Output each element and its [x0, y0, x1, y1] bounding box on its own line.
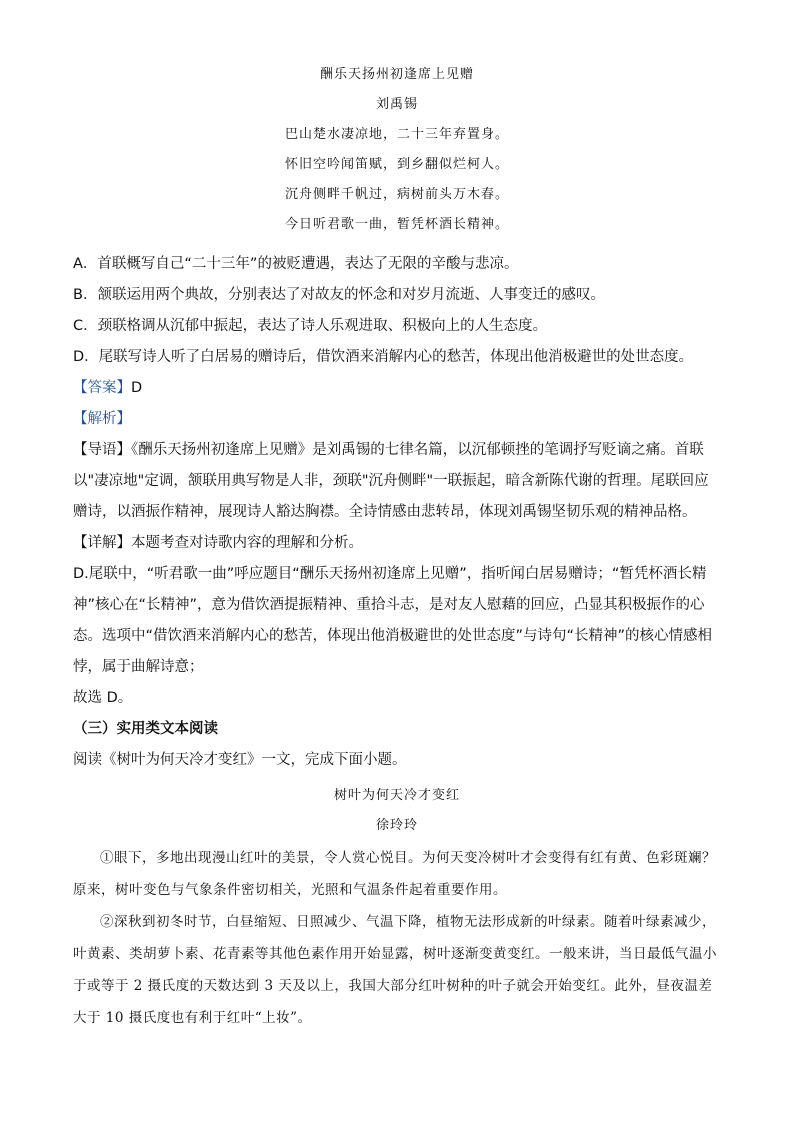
- poem-author: 刘禹锡: [375, 97, 418, 112]
- guide-paragraph: [73, 435, 719, 528]
- detail-label: 【详解】: [73, 535, 131, 551]
- option-c: C．颈联格调从沉郁中振起，表达了诗人乐观进取、积极向上的人生态度。: [73, 318, 548, 334]
- detail-line: [73, 528, 719, 559]
- answer-line: [73, 373, 719, 404]
- option-b: B．颔联运用两个典故，分别表达了对故友的怀念和对岁月流逝、人事变迁的感叹。: [73, 287, 605, 303]
- article-title: 树叶为何天冷才变红: [333, 788, 460, 803]
- poem-line: 怀旧空吟闻笛赋，到乡翻似烂柯人。: [284, 157, 509, 172]
- guide-label: 【导语】: [73, 442, 131, 458]
- detail-body: D.尾联中，“听君歌一曲”呼应题目“酬乐天扬州初逢席上见赠”，指听闻白居易赠诗；“暂凭杯酒长精神”核心在“长精神”，意为借饮酒提振精神、重拾斗志，是对友人慰藉的回应，凸显其积极振作的心态。选项中“借饮酒来消解内心的愁苦，体现出他消极避世的处世态度”与诗句“长精神”的核心情感相悖，属于曲解诗意；: [73, 566, 713, 675]
- article-paragraph: ②深秋到初冬时节，白昼缩短、日照减少、气温下降，植物无法形成新的叶绿素。随着叶绿素减少，叶黄素、类胡萝卜素、花青素等其他色素作用开始显露，树叶逐渐变黄变红。一般来讲，当日最低气温小于或等于 2 摄氏度的天数达到 3 天及以上，我国大部分红叶树种的叶子就会开始变红。此外，昼夜温差大于 10 摄氏度也有利于红叶“上妆”。: [73, 914, 717, 1026]
- article-header: [0, 781, 794, 841]
- poem-title: 酬乐天扬州初逢席上见赠: [319, 67, 474, 82]
- poem-block: [0, 60, 794, 240]
- article-body: [73, 842, 719, 1034]
- analysis-line: [73, 404, 719, 435]
- option-d: D．尾联写诗人听了白居易的赠诗后，借饮酒来消解内心的愁苦，体现出他消极避世的处世态度。: [73, 349, 694, 365]
- poem-line: 今日听君歌一曲，暂凭杯酒长精神。: [284, 217, 509, 232]
- poem-line: 巴山楚水凄凉地，二十三年弃置身。: [284, 127, 509, 142]
- answer-value: D: [131, 380, 143, 396]
- detail-text: 本题考查对诗歌内容的理解和分析。: [131, 535, 363, 551]
- poem-line: 沉舟侧畔千帆过，病树前头万木春。: [284, 187, 509, 202]
- option-a: A．首联概写自己“二十三年”的被贬遭遇，表达了无限的辛酸与悲凉。: [73, 256, 519, 272]
- article-paragraph: ①眼下，多地出现漫山红叶的美景，令人赏心悦目。为何天变冷树叶才会变得有红有黄、色彩斑斓？原来，树叶变色与气象条件密切相关，光照和气温条件起着重要作用。: [73, 850, 716, 898]
- section-title: （三）实用类文本阅读: [73, 721, 218, 737]
- analysis-label: 【解析】: [73, 411, 131, 427]
- article-author: 徐玲玲: [375, 818, 418, 833]
- detail-conclusion: 故选 D。: [73, 690, 133, 706]
- answer-label: 【答案】: [73, 380, 131, 396]
- guide-text: 《酬乐天扬州初逢席上见赠》是刘禹锡的七律名篇，以沉郁顿挫的笔调抒写贬谪之痛。首联以"凄凉地"定调，颔联用典写物是人非，颈联"沉舟侧畔"一联振起，暗含新陈代谢的哲理。尾联回应赠诗，以酒振作精神，展现诗人豁达胸襟。全诗情感由悲转昂，体现刘禹锡坚韧乐观的精神品格。: [73, 442, 709, 520]
- section-instruction: 阅读《树叶为何天冷才变红》一文，完成下面小题。: [73, 752, 407, 768]
- answer-section: [73, 249, 719, 776]
